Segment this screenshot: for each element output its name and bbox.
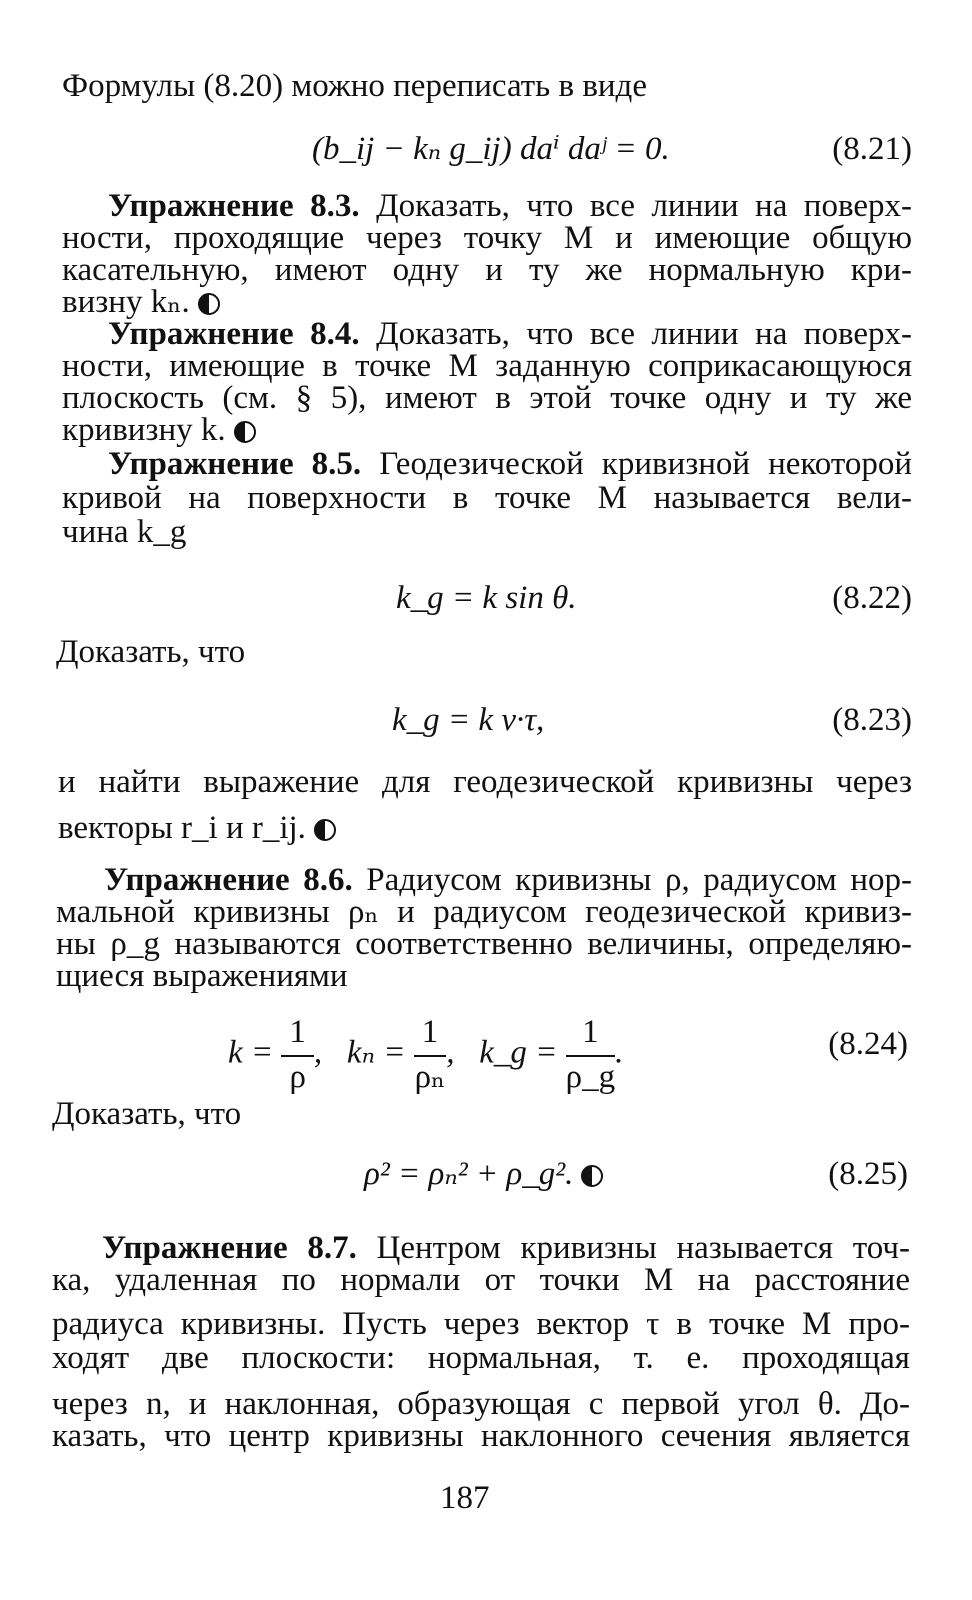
exercise-8-4-line-3: плоскость (см. § 5), имеют в этой точке одну и ту же — [62, 380, 912, 416]
exercise-8-3-heading: Упражнение 8.3. — [108, 188, 360, 224]
equation-number-8-23: (8.23) — [832, 702, 912, 738]
fraction-1-over-rho-n — [414, 1016, 447, 1094]
equation-number-8-25: (8.25) — [828, 1156, 908, 1192]
eq-8-24-kg: k_g = — [479, 1034, 558, 1071]
numerator: 1 — [414, 1016, 447, 1057]
exercise-8-4-line-2: ности, имеющие в точке M заданную соприкасающуюся — [62, 348, 912, 384]
find-expression-line-1: и найти выражение для геодезической кривизны через — [58, 764, 912, 800]
exercise-8-4-line-4 — [62, 414, 256, 447]
exercise-8-7-line-1 — [102, 1232, 910, 1265]
exercise-8-4-text: Доказать, что все линии на поверх- — [376, 316, 912, 352]
half-filled-circle-icon — [198, 293, 220, 315]
exercise-8-6-line-2: мальной кривизны ρₙ и радиусом геодезической кривиз- — [56, 894, 912, 930]
exercise-8-4-heading: Упражнение 8.4. — [108, 316, 360, 352]
exercise-8-7-line-4: ходят две плоскости: нормальная, т. е. проходящая — [52, 1340, 910, 1376]
half-filled-circle-icon — [314, 819, 336, 841]
eq-8-25-text: ρ² = ρₙ² + ρ_g². — [364, 1156, 574, 1192]
exercise-8-4-line-1 — [108, 318, 912, 351]
numerator: 1 — [281, 1016, 314, 1057]
find-expression-text: векторы r_i и r_ij. — [58, 810, 306, 846]
exercise-8-7-heading: Упражнение 8.7. — [102, 1230, 357, 1266]
exercise-8-7-text: Центром кривизны называется точ- — [376, 1230, 910, 1266]
exercise-8-4-text-end: кривизну k. — [62, 412, 226, 448]
exercise-8-5-line-2: кривой на поверхности в точке M называется вели- — [62, 480, 912, 516]
equation-number-8-22: (8.22) — [832, 580, 912, 616]
exercise-8-3-line-1 — [108, 190, 912, 223]
exercise-8-6-line-4: щиеся выражениями — [56, 958, 348, 994]
eq-8-24-kn: kₙ = — [346, 1034, 406, 1071]
exercise-8-5-heading: Упражнение 8.5. — [108, 446, 362, 482]
exercise-8-5-line-1 — [108, 448, 912, 481]
fraction-1-over-rho — [281, 1016, 314, 1094]
exercise-8-5-text: Геодезической кривизной некоторой — [379, 446, 912, 482]
equation-8-21: (b_ij − kₙ g_ij) daⁱ daʲ = 0. — [312, 131, 670, 167]
half-filled-circle-icon — [581, 1165, 603, 1187]
exercise-8-7-line-5: через n, и наклонная, образующая с первой угол θ. До- — [52, 1386, 910, 1422]
exercise-8-6-text: Радиусом кривизны ρ, радиусом нор- — [366, 862, 912, 898]
eq-8-24-k: k = — [228, 1034, 274, 1071]
fraction-1-over-rho-g — [566, 1016, 615, 1094]
exercise-8-5-line-3: чина k_g — [62, 514, 187, 550]
numerator: 1 — [566, 1016, 615, 1057]
exercise-8-3-line-3: касательную, имеют одну и ту же нормальную кри- — [62, 252, 912, 288]
equation-number-8-24: (8.24) — [828, 1026, 908, 1062]
equation-number-8-21: (8.21) — [832, 131, 912, 167]
exercise-8-7-line-2: ка, удаленная по нормали от точки M на расстояние — [52, 1262, 910, 1298]
exercise-8-3-line-2: ности, проходящие через точку M и имеющие общую — [62, 220, 912, 256]
exercise-8-3-text-end: визну kₙ. — [62, 284, 190, 320]
exercise-8-6-heading: Упражнение 8.6. — [104, 862, 353, 898]
denominator: ρₙ — [414, 1059, 446, 1095]
exercise-8-6-line-1 — [104, 864, 912, 897]
intro-line: Формулы (8.20) можно переписать в виде — [62, 68, 647, 104]
equation-8-24: k = $\frac{1}{\rho}$ , kₙ = $\frac{1}{\text{ρₙ}}$ , k_g = $\frac{1}{\rho\_g}$ . — [228, 1014, 624, 1095]
exercise-8-3-text: Доказать, что все линии на поверх- — [376, 188, 912, 224]
equation-8-22: k_g = k sin θ. — [396, 580, 577, 616]
denominator: ρ_g — [565, 1059, 616, 1095]
prove-that-2: Доказать, что — [52, 1096, 242, 1132]
exercise-8-7-line-6: казать, что центр кривизны наклонного сечения является — [52, 1418, 910, 1454]
denominator: ρ — [289, 1059, 306, 1095]
find-expression-line-2 — [58, 812, 336, 845]
equation-8-25 — [364, 1158, 603, 1191]
exercise-8-3-line-4 — [62, 286, 220, 319]
exercise-8-7-line-3: радиуса кривизны. Пусть через вектор τ в точке M про- — [52, 1306, 910, 1342]
exercise-8-6-line-3: ны ρ_g называются соответственно величины, определяю- — [56, 926, 912, 962]
equation-8-23: k_g = k ν·τ, — [392, 702, 545, 738]
half-filled-circle-icon — [234, 421, 256, 443]
prove-that-1: Доказать, что — [56, 634, 246, 670]
page-number: 187 — [440, 1480, 490, 1516]
